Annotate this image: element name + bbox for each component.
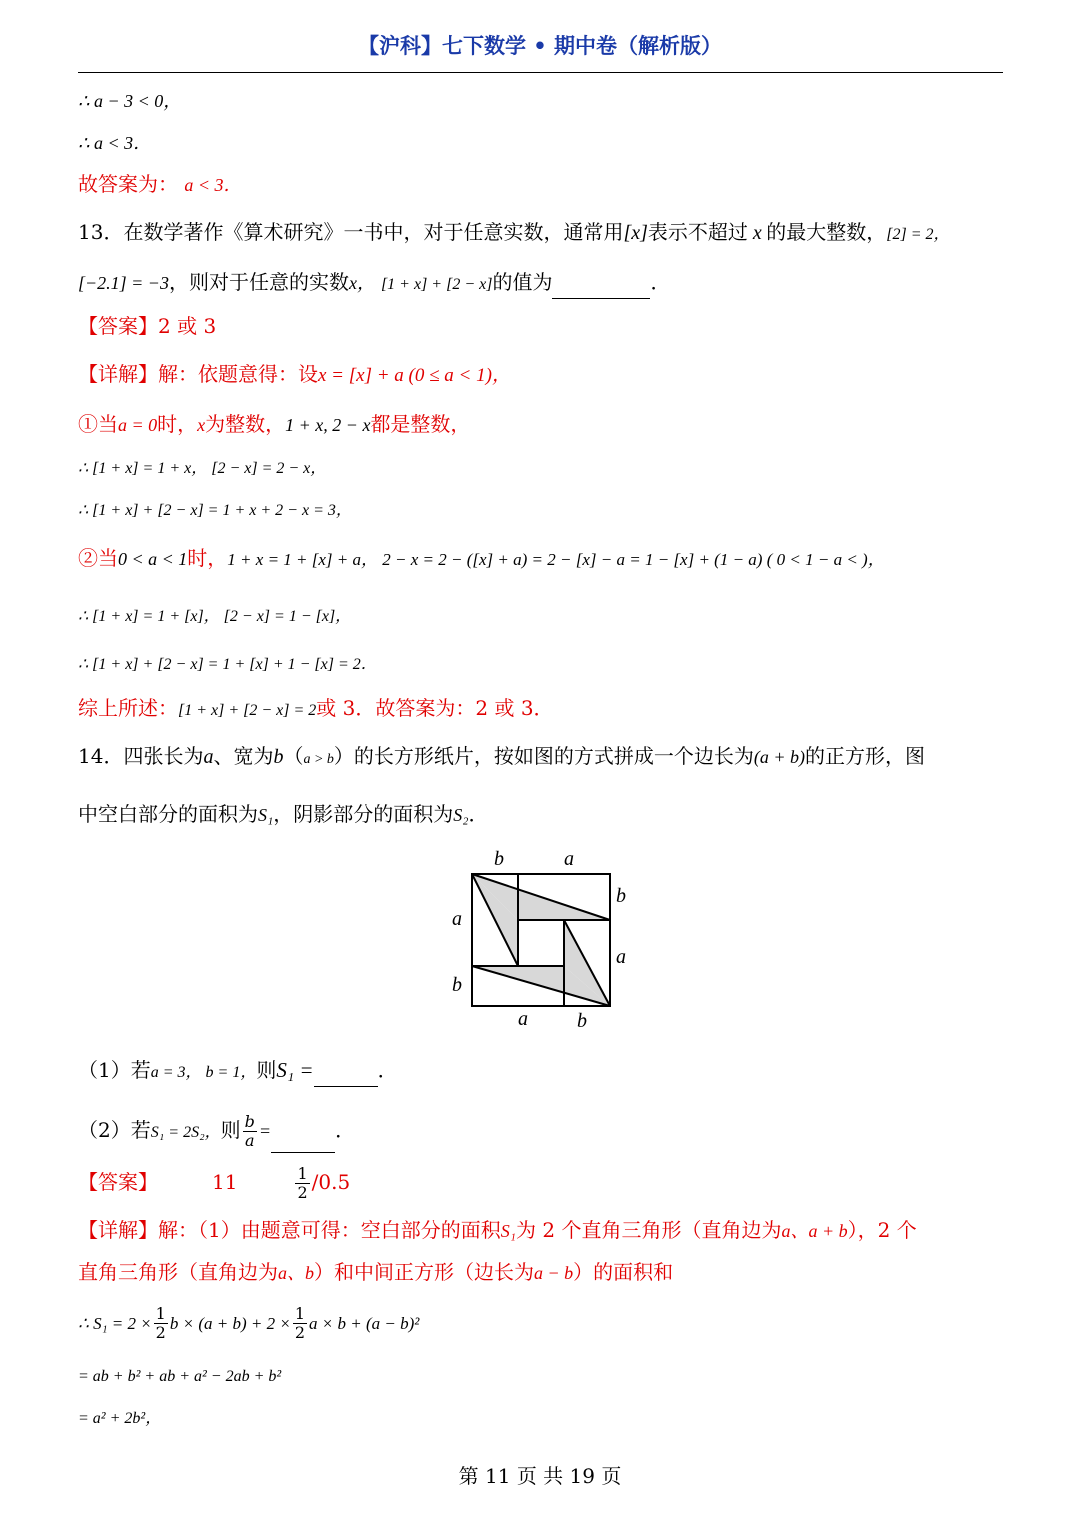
- math-variable: x: [752, 222, 762, 244]
- math-expression: a、a + b: [781, 1221, 848, 1241]
- math-expression: = ab + b² + ab + a² − 2ab + b²: [78, 1368, 282, 1385]
- math-variable: b: [273, 746, 284, 768]
- question-text: 中空白部分的面积为: [78, 802, 258, 826]
- math-expression: b × (a + b) + 2 ×: [169, 1314, 291, 1333]
- question-text: ，阴影部分的面积为: [273, 802, 454, 826]
- math-expression: 0 < a < 1: [118, 549, 188, 569]
- question-14-line-2: [78, 800, 1008, 829]
- case-1-step-1: [78, 452, 1008, 483]
- math-expression: a × b + (a − b)²: [309, 1314, 420, 1333]
- math-expression: [−2.1] = −3: [78, 273, 169, 293]
- fraction-denominator: 2: [294, 1323, 306, 1342]
- answer-label: 【答案】: [78, 1170, 158, 1194]
- fraction-denominator: a: [245, 1131, 255, 1150]
- case-2-step-1: [78, 600, 1008, 631]
- math-expression: a、b: [278, 1263, 314, 1283]
- fraction-numerator: 1: [297, 1164, 308, 1183]
- detail-text: 直角三角形（直角边为: [78, 1260, 278, 1284]
- equation-line-2: [78, 1360, 1008, 1391]
- sub-question-1: [78, 1056, 1008, 1087]
- question-text: 13．在数学著作《算术研究》一书中，对于任意实数，通常用: [78, 220, 624, 244]
- question-text: 、宽为: [213, 744, 274, 768]
- fraction-denominator: 2: [297, 1183, 308, 1202]
- detail-text: ①当: [78, 412, 118, 436]
- math-variable: S₁: [500, 1221, 516, 1241]
- detail-text: 时，: [187, 546, 228, 570]
- fraction-one-half: [154, 1305, 168, 1342]
- math-expression: ∴ S₁ = 2 ×: [78, 1314, 152, 1333]
- math-expression: a < 3．: [184, 175, 242, 195]
- answer-blank[interactable]: [552, 278, 650, 299]
- question-text: 则: [256, 1058, 277, 1082]
- detail-text: 时，: [157, 412, 198, 436]
- case-2-step-2: [78, 648, 1008, 679]
- fig-label-left-b: b: [452, 974, 462, 996]
- math-expression: [1 + x] + [2 − x] = 2: [178, 702, 317, 719]
- math-expression: =: [258, 1121, 272, 1141]
- detail-14-line-1: [78, 1216, 1008, 1245]
- page-header-title: 【沪科】七下数学 • 期中卷（解析版）: [357, 34, 723, 58]
- math-variable: a: [203, 746, 214, 768]
- fraction-one-half: [293, 1305, 307, 1342]
- fraction-numerator: 1: [155, 1304, 166, 1323]
- math-expression: = a² + 2b²，: [78, 1410, 162, 1427]
- fraction-numerator: b: [244, 1112, 255, 1131]
- solution-line-2: [78, 128, 1008, 157]
- page-footer-number: 第 11 页 共 19 页: [458, 1464, 622, 1488]
- case-1-line: [78, 410, 1008, 439]
- math-expression: ∴ [1 + x] = 1 + [x]， [2 − x] = 1 − [x]，: [78, 608, 352, 625]
- solution-line-1: [78, 86, 1008, 115]
- detail-label: 【详解】: [78, 362, 158, 386]
- question-text: 表示不超过: [647, 220, 748, 244]
- header-divider: [78, 72, 1003, 73]
- fig-label-bottom-b: b: [577, 1010, 587, 1032]
- math-expression: [2] = 2，: [886, 226, 950, 243]
- summary-13: [78, 694, 1008, 725]
- question-text: （1）若: [78, 1058, 151, 1082]
- fig-label-right-a: a: [616, 946, 626, 968]
- question-text: 的正方形，图: [805, 744, 926, 768]
- question-text: 的最大整数，: [766, 220, 887, 244]
- answer-14: [78, 1160, 1008, 1204]
- fig-label-top-b: b: [494, 848, 504, 870]
- question-text: 14．四张长为: [78, 744, 204, 768]
- math-expression: a − b: [534, 1263, 574, 1283]
- question-text: 则: [220, 1118, 241, 1142]
- answer-blank[interactable]: [271, 1132, 335, 1153]
- equation-line-3: [78, 1402, 1008, 1433]
- detail-text: 或 3．故答案为：2 或 3．: [316, 696, 554, 720]
- math-expression: S₁ = 2S₂，: [150, 1124, 221, 1141]
- answer-13: [78, 312, 1008, 340]
- detail-text: 都是整数，: [370, 412, 471, 436]
- detail-text: 为 2 个直角三角形（直角边为: [516, 1218, 782, 1242]
- question-text: ．: [377, 1058, 398, 1082]
- question-13-line-2: [78, 268, 1008, 299]
- math-variable: x: [197, 415, 206, 435]
- detail-text: ）的面积和: [573, 1260, 674, 1284]
- answer-blank[interactable]: [314, 1066, 378, 1087]
- math-expression: ∴ [1 + x] = 1 + x， [2 − x] = 2 − x，: [78, 460, 327, 477]
- detail-text: ）和中间正方形（边长为: [314, 1260, 534, 1284]
- math-variable: x，: [348, 273, 375, 293]
- answer-label: 【答案】: [78, 314, 158, 338]
- math-variable: S₁: [258, 805, 274, 825]
- detail-14-line-2: [78, 1258, 1008, 1287]
- math-expression: x = [x] + a (0 ≤ a < 1)，: [318, 365, 511, 386]
- math-expression: (a + b): [753, 747, 806, 767]
- fraction-numerator: 1: [294, 1304, 306, 1323]
- math-expression: ∴ a < 3．: [78, 133, 152, 153]
- detail-text: 解：（1）由题意可得：空白部分的面积: [158, 1218, 501, 1242]
- detail-13: [78, 360, 1008, 390]
- math-expression: a = 3， b = 1，: [150, 1064, 257, 1081]
- question-14-line-1: [78, 742, 1008, 774]
- answer-prefix: 故答案为：: [78, 172, 178, 196]
- math-expression: [x]: [623, 222, 648, 244]
- answer-line-12: [78, 170, 1008, 199]
- question-text: 的值为: [492, 270, 553, 294]
- question-text: ．: [468, 802, 489, 826]
- question-text: ，则对于任意的实数: [168, 270, 349, 294]
- fig-label-left-a: a: [452, 908, 462, 930]
- question-13-line-1: [78, 218, 1008, 249]
- math-expression: [1 + x] + [2 − x]: [380, 276, 493, 293]
- detail-text: 解：依题意得：设: [158, 362, 318, 386]
- fig-label-right-b: b: [616, 885, 626, 907]
- rectangle-square-figure: [440, 842, 640, 1042]
- answer-value: 2 或 3: [158, 314, 217, 338]
- math-expression: a > b: [303, 752, 334, 767]
- math-expression: a = 0: [118, 415, 158, 435]
- math-expression: ∴ a − 3 < 0，: [78, 91, 182, 111]
- question-text: （2）若: [78, 1118, 151, 1142]
- fig-label-top-a: a: [564, 848, 574, 870]
- math-expression: 1 + x = 1 + [x] + a， 2 − x = 2 − ([x] + a) = 2 − [x] − a = 1 − [x] + (1 − a) ( 0 < 1 − a < )，: [227, 550, 885, 569]
- case-2-line: [78, 544, 1008, 574]
- math-expression: S₁ =: [276, 1058, 314, 1082]
- detail-label: 【详解】: [78, 1218, 158, 1242]
- detail-text: ），2 个: [847, 1218, 917, 1242]
- fraction-one-half: [295, 1165, 309, 1202]
- fraction-denominator: 2: [155, 1323, 166, 1342]
- math-variable: S₂: [453, 805, 469, 825]
- question-text: （: [283, 744, 304, 768]
- case-1-step-2: [78, 494, 1008, 525]
- math-expression: ∴ [1 + x] + [2 − x] = 1 + x + 2 − x = 3，: [78, 502, 352, 519]
- question-text: ．: [335, 1118, 356, 1142]
- math-expression: 1 + x, 2 − x: [285, 415, 371, 435]
- sub-question-2: [78, 1110, 1008, 1153]
- equation-line-1: [78, 1300, 1008, 1346]
- question-text: ）的长方形纸片，按如图的方式拼成一个边长为: [333, 744, 754, 768]
- fraction-b-over-a: [243, 1113, 257, 1150]
- detail-text: 为整数，: [205, 412, 286, 436]
- detail-text: ②当: [78, 546, 118, 570]
- math-expression: ∴ [1 + x] + [2 − x] = 1 + [x] + 1 − [x] = 2．: [78, 656, 377, 673]
- answer-value-1: 11: [212, 1170, 238, 1194]
- question-text: ．: [650, 270, 671, 294]
- answer-value-2: /0.5: [311, 1170, 351, 1194]
- fig-label-bottom-a: a: [518, 1008, 528, 1030]
- detail-text: 综上所述：: [78, 696, 178, 720]
